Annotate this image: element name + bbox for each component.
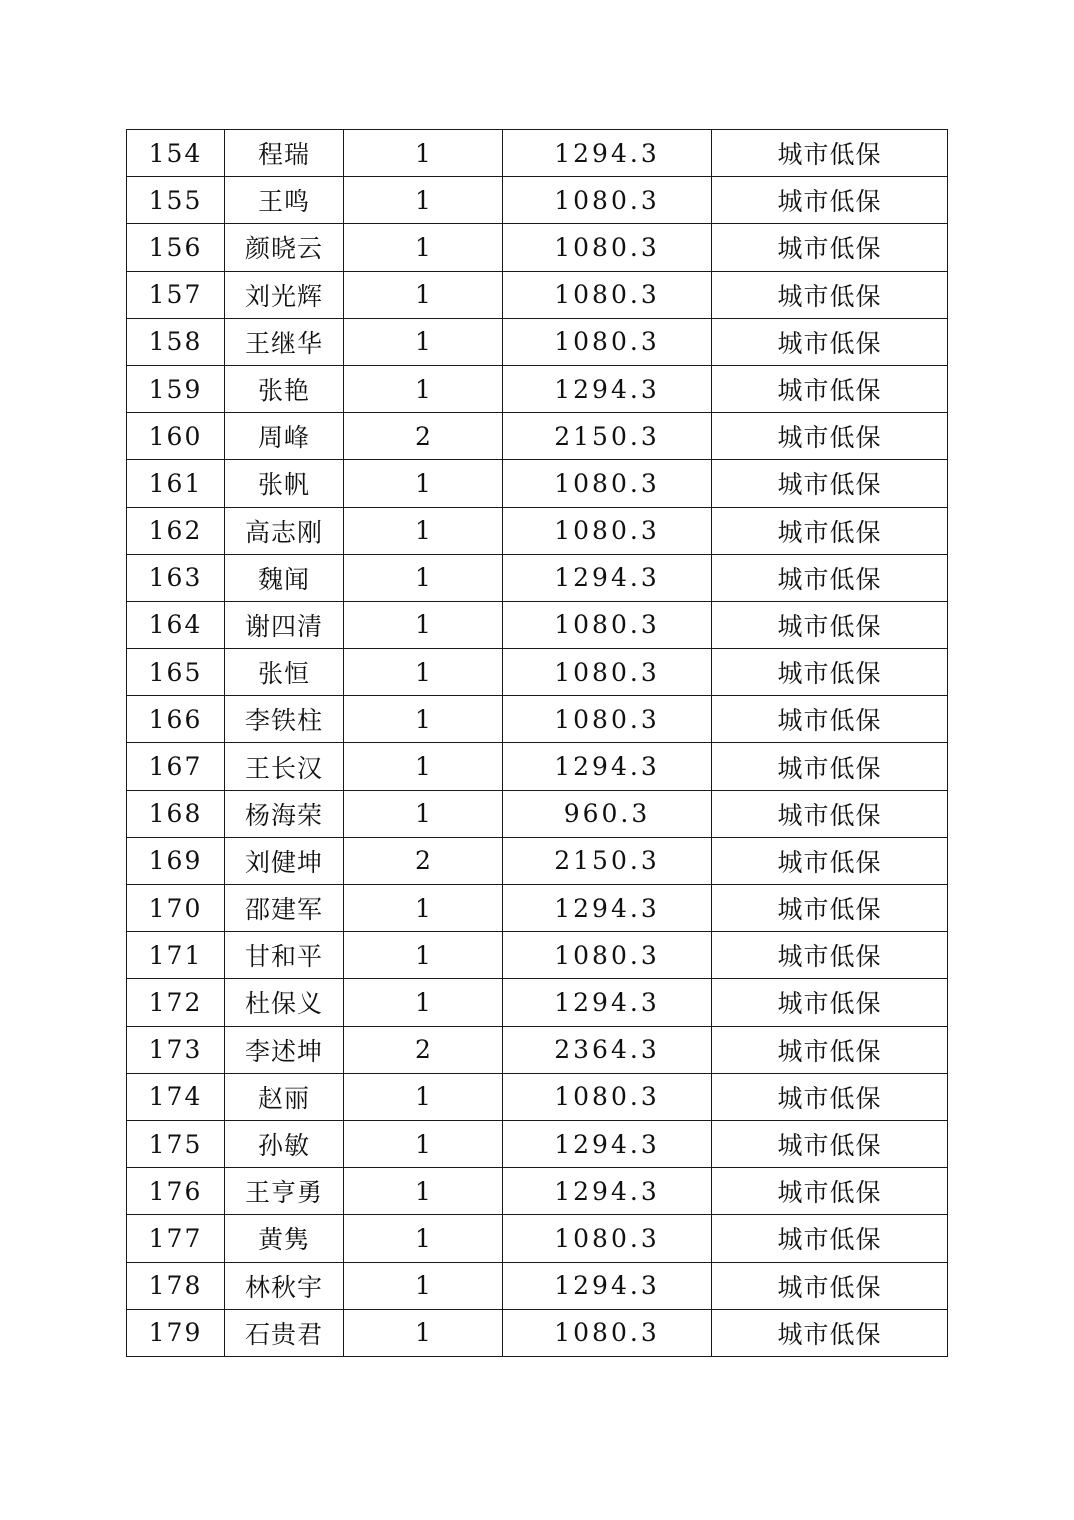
cell-household-count: 1	[344, 790, 503, 837]
cell-seq: 160	[127, 413, 225, 460]
table-row	[127, 743, 948, 790]
table-row	[127, 1073, 948, 1120]
cell-amount: 1080.3	[503, 696, 712, 743]
cell-seq: 176	[127, 1168, 225, 1215]
table-row	[127, 1262, 948, 1309]
table-row	[127, 885, 948, 932]
cell-name: 赵丽	[225, 1073, 344, 1120]
cell-amount: 960.3	[503, 790, 712, 837]
cell-household-count: 1	[344, 1120, 503, 1167]
cell-assistance-type: 城市低保	[712, 130, 948, 177]
cell-assistance-type: 城市低保	[712, 1168, 948, 1215]
cell-amount: 1294.3	[503, 130, 712, 177]
cell-amount: 1080.3	[503, 1309, 712, 1356]
cell-seq: 178	[127, 1262, 225, 1309]
cell-assistance-type: 城市低保	[712, 743, 948, 790]
table-body	[127, 130, 948, 1357]
cell-seq: 174	[127, 1073, 225, 1120]
table-row	[127, 460, 948, 507]
cell-amount: 1080.3	[503, 507, 712, 554]
cell-household-count: 1	[344, 365, 503, 412]
cell-amount: 1080.3	[503, 460, 712, 507]
cell-seq: 158	[127, 318, 225, 365]
cell-amount: 2364.3	[503, 1026, 712, 1073]
cell-name: 程瑞	[225, 130, 344, 177]
cell-household-count: 1	[344, 177, 503, 224]
cell-name: 杨海荣	[225, 790, 344, 837]
cell-name: 邵建军	[225, 885, 344, 932]
cell-name: 张恒	[225, 649, 344, 696]
cell-name: 孙敏	[225, 1120, 344, 1167]
cell-amount: 2150.3	[503, 413, 712, 460]
cell-household-count: 1	[344, 1073, 503, 1120]
table-row	[127, 1215, 948, 1262]
cell-household-count: 2	[344, 413, 503, 460]
cell-seq: 155	[127, 177, 225, 224]
cell-amount: 1294.3	[503, 743, 712, 790]
table-row	[127, 507, 948, 554]
cell-name: 王继华	[225, 318, 344, 365]
table-row	[127, 1309, 948, 1356]
cell-name: 黄隽	[225, 1215, 344, 1262]
cell-name: 周峰	[225, 413, 344, 460]
cell-name: 石贵君	[225, 1309, 344, 1356]
cell-assistance-type: 城市低保	[712, 1262, 948, 1309]
recipient-table	[126, 129, 948, 1357]
cell-name: 刘健坤	[225, 837, 344, 884]
cell-amount: 1080.3	[503, 649, 712, 696]
cell-assistance-type: 城市低保	[712, 979, 948, 1026]
cell-name: 李铁柱	[225, 696, 344, 743]
cell-name: 林秋宇	[225, 1262, 344, 1309]
cell-name: 张艳	[225, 365, 344, 412]
cell-amount: 1294.3	[503, 885, 712, 932]
cell-household-count: 1	[344, 460, 503, 507]
cell-assistance-type: 城市低保	[712, 177, 948, 224]
table-row	[127, 554, 948, 601]
cell-amount: 1294.3	[503, 365, 712, 412]
cell-assistance-type: 城市低保	[712, 318, 948, 365]
cell-assistance-type: 城市低保	[712, 507, 948, 554]
cell-household-count: 1	[344, 318, 503, 365]
cell-amount: 1294.3	[503, 1262, 712, 1309]
cell-name: 张帆	[225, 460, 344, 507]
cell-assistance-type: 城市低保	[712, 554, 948, 601]
cell-seq: 171	[127, 932, 225, 979]
cell-seq: 156	[127, 224, 225, 271]
cell-amount: 1080.3	[503, 1073, 712, 1120]
cell-name: 高志刚	[225, 507, 344, 554]
cell-seq: 162	[127, 507, 225, 554]
cell-amount: 1080.3	[503, 271, 712, 318]
table-row	[127, 1168, 948, 1215]
cell-name: 颜晓云	[225, 224, 344, 271]
cell-assistance-type: 城市低保	[712, 837, 948, 884]
cell-assistance-type: 城市低保	[712, 460, 948, 507]
cell-household-count: 1	[344, 649, 503, 696]
cell-amount: 1080.3	[503, 177, 712, 224]
cell-seq: 166	[127, 696, 225, 743]
cell-assistance-type: 城市低保	[712, 1120, 948, 1167]
cell-amount: 2150.3	[503, 837, 712, 884]
cell-name: 刘光辉	[225, 271, 344, 318]
cell-assistance-type: 城市低保	[712, 932, 948, 979]
cell-household-count: 1	[344, 743, 503, 790]
table-row	[127, 932, 948, 979]
table-row	[127, 837, 948, 884]
cell-household-count: 1	[344, 601, 503, 648]
cell-household-count: 1	[344, 224, 503, 271]
cell-household-count: 1	[344, 271, 503, 318]
cell-household-count: 2	[344, 1026, 503, 1073]
cell-amount: 1080.3	[503, 1215, 712, 1262]
table-row	[127, 649, 948, 696]
cell-name: 甘和平	[225, 932, 344, 979]
cell-household-count: 1	[344, 1168, 503, 1215]
cell-household-count: 1	[344, 130, 503, 177]
cell-assistance-type: 城市低保	[712, 696, 948, 743]
cell-amount: 1080.3	[503, 318, 712, 365]
cell-amount: 1080.3	[503, 224, 712, 271]
cell-assistance-type: 城市低保	[712, 649, 948, 696]
cell-assistance-type: 城市低保	[712, 1215, 948, 1262]
table-row	[127, 790, 948, 837]
cell-name: 李述坤	[225, 1026, 344, 1073]
cell-assistance-type: 城市低保	[712, 885, 948, 932]
cell-assistance-type: 城市低保	[712, 365, 948, 412]
cell-name: 杜保义	[225, 979, 344, 1026]
cell-seq: 154	[127, 130, 225, 177]
cell-seq: 163	[127, 554, 225, 601]
cell-assistance-type: 城市低保	[712, 1309, 948, 1356]
cell-seq: 173	[127, 1026, 225, 1073]
cell-seq: 170	[127, 885, 225, 932]
cell-assistance-type: 城市低保	[712, 601, 948, 648]
cell-household-count: 1	[344, 979, 503, 1026]
cell-seq: 167	[127, 743, 225, 790]
cell-assistance-type: 城市低保	[712, 1026, 948, 1073]
cell-seq: 169	[127, 837, 225, 884]
table-row	[127, 271, 948, 318]
cell-seq: 159	[127, 365, 225, 412]
cell-amount: 1294.3	[503, 979, 712, 1026]
table-row	[127, 365, 948, 412]
table-row	[127, 1026, 948, 1073]
cell-amount: 1294.3	[503, 554, 712, 601]
cell-name: 王亨勇	[225, 1168, 344, 1215]
cell-seq: 172	[127, 979, 225, 1026]
cell-household-count: 1	[344, 932, 503, 979]
table-row	[127, 224, 948, 271]
cell-name: 王长汉	[225, 743, 344, 790]
cell-seq: 168	[127, 790, 225, 837]
cell-name: 王鸣	[225, 177, 344, 224]
cell-name: 魏闻	[225, 554, 344, 601]
cell-seq: 179	[127, 1309, 225, 1356]
table-row	[127, 318, 948, 365]
cell-seq: 165	[127, 649, 225, 696]
cell-assistance-type: 城市低保	[712, 413, 948, 460]
cell-amount: 1294.3	[503, 1168, 712, 1215]
cell-amount: 1080.3	[503, 601, 712, 648]
cell-household-count: 1	[344, 696, 503, 743]
cell-seq: 161	[127, 460, 225, 507]
table-row	[127, 413, 948, 460]
table-row	[127, 1120, 948, 1167]
cell-amount: 1080.3	[503, 932, 712, 979]
cell-household-count: 1	[344, 507, 503, 554]
table-row	[127, 177, 948, 224]
cell-seq: 175	[127, 1120, 225, 1167]
cell-seq: 164	[127, 601, 225, 648]
cell-household-count: 1	[344, 1309, 503, 1356]
cell-assistance-type: 城市低保	[712, 1073, 948, 1120]
cell-assistance-type: 城市低保	[712, 224, 948, 271]
cell-name: 谢四清	[225, 601, 344, 648]
cell-household-count: 2	[344, 837, 503, 884]
cell-seq: 157	[127, 271, 225, 318]
cell-household-count: 1	[344, 885, 503, 932]
cell-household-count: 1	[344, 1262, 503, 1309]
table-row	[127, 696, 948, 743]
cell-assistance-type: 城市低保	[712, 271, 948, 318]
cell-household-count: 1	[344, 554, 503, 601]
table-row	[127, 130, 948, 177]
cell-seq: 177	[127, 1215, 225, 1262]
cell-household-count: 1	[344, 1215, 503, 1262]
table-row	[127, 979, 948, 1026]
cell-assistance-type: 城市低保	[712, 790, 948, 837]
table-row	[127, 601, 948, 648]
cell-amount: 1294.3	[503, 1120, 712, 1167]
